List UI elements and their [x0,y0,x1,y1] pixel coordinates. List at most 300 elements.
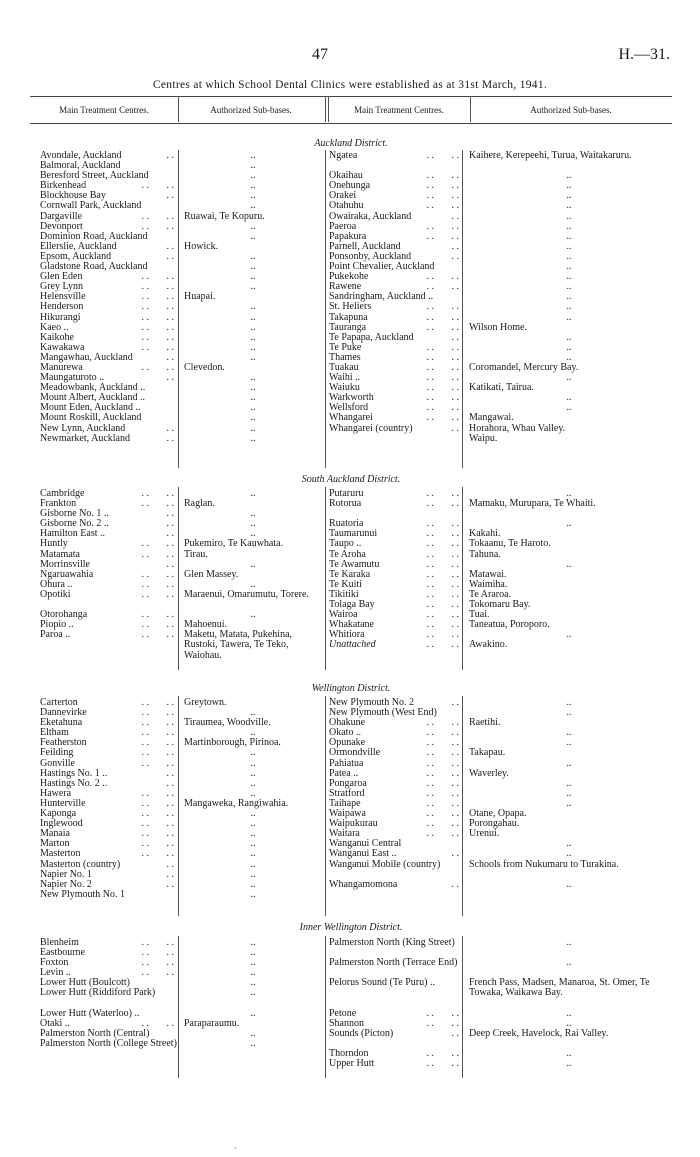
list-item: .. [566,301,572,313]
leader-dots: . . . . [426,579,459,590]
centre-name: Morrinsville [40,558,90,570]
wellington-main-left [40,698,174,900]
rule [325,696,326,916]
centre-name: Waihi .. [329,372,361,384]
list-item: French Pass, Madsen, Manaroa, St. Omer, Te Towaka, Waikawa Bay. [469,977,650,999]
leader-dots: . . . . [141,698,174,708]
centre-name: Shannon [329,1017,364,1029]
centre-name: Parnell, Auckland [329,240,401,252]
list-item: Horahora, Whau Valley. [469,422,566,434]
wellington-sub-left [184,698,322,900]
leader-dots: . . . . [426,788,459,799]
leader-dots: . . . . [426,151,459,161]
centre-name: Grey Lynn [40,281,84,293]
wellington-sub-right [469,698,669,890]
centre-name: Huntly [40,538,68,550]
leader-dots: . . . . [426,302,459,313]
centre-name: Dannevirke [40,707,87,719]
leader-dots: . . . . [141,788,174,799]
centre-name: Lower Hutt (Riddiford Park) [40,987,156,999]
list-item: .. [566,838,572,850]
centre-name: New Plymouth (West End) [329,707,437,719]
list-item: .. [566,190,572,202]
centre-name: Warkworth [329,392,374,404]
leader-dots: . . . . [426,718,459,729]
centre-name: Te Aroha [329,548,366,560]
centre-name: Onehunga [329,180,371,192]
centre-name: Kaponga [40,808,77,820]
centre-name: Ormondville [329,747,381,759]
list-item: Wilson Home. [469,321,527,333]
list-item: Deep Creek, Havelock, Rai Valley. [469,1027,609,1039]
leader-dots: . . . . [141,499,174,510]
list-item: .. [566,878,572,890]
leader-dots: . . . . [426,829,459,840]
centre-name: Pahiatua [329,757,364,769]
leader-dots: . . . . [426,819,459,830]
centre-name: Manurewa [40,361,83,373]
centre-name: Paroa .. [40,629,71,641]
list-item: .. [250,382,256,394]
leader-dots: . . . . [426,272,459,283]
list-item: .. [250,838,256,850]
centre-name: Ngatea [329,150,358,161]
centre-name: Wanganui East .. [329,848,397,860]
list-item: .. [250,767,256,779]
leader-dots: . . . . [426,738,459,749]
centre-name: Thorndon [329,1048,369,1060]
leader-dots: . . [166,241,174,252]
list-item: .. [250,578,256,590]
south-auckland-sub-left [184,489,322,661]
leader-dots: . . [451,698,459,708]
centre-name: Te Karaka [329,568,371,580]
south-auckland-main-left [40,489,174,640]
auckland-main-right [329,151,459,434]
leader-dots: . . . . [426,171,459,182]
centre-name: Tikitiki [329,588,359,600]
list-item: .. [250,518,256,530]
centre-name: Matamata [40,548,80,560]
centre-name: Gladstone Road, Auckland [40,261,148,273]
centre-name: Newmarket, Auckland [40,432,130,444]
leader-dots: . . . . [426,312,459,323]
centre-name: Taihape [329,797,361,809]
list-item: Kakahi. [469,528,501,540]
leader-dots: . . . . [426,393,459,404]
auckland-sub-left [184,151,322,444]
leader-dots: . . . . [141,322,174,333]
centre-name: Kaikohe [40,331,74,343]
centre-name: Ruatoria [329,518,364,530]
centre-name: Te Papapa, Auckland [329,331,414,343]
centre-name: Sounds (Picton) [329,1027,394,1039]
list-item: .. [250,707,256,719]
list-item: .. [250,967,256,979]
leader-dots: . . . . [141,758,174,769]
column-header-main-left: Main Treatment Centres. [59,105,149,115]
rule [178,487,179,670]
list-item: .. [566,351,572,363]
list-item: .. [250,757,256,769]
centre-name: Point Chevalier, Auckland [329,261,435,273]
rule [462,696,463,916]
list-item: Mamaku, Murupara, Te Whaiti. [469,498,596,510]
list-item: Taneatua, Poroporo. [469,619,550,631]
leader-dots: . . . . [141,489,174,499]
leader-dots: . . . . [426,191,459,202]
list-item [329,988,459,998]
list-item: .. [566,787,572,799]
leader-dots: . . . . [426,640,459,651]
leader-dots: . . . . [426,778,459,789]
leader-dots: . . . . [426,559,459,570]
centre-name: Mount Albert, Auckland .. [40,392,145,404]
list-item: .. [250,957,256,969]
list-item [329,151,459,161]
centre-name: Hastings No. 2 .. [40,777,108,789]
list-item: Tokaanu, Te Haroto. [469,538,551,550]
leader-dots: . . . . [141,282,174,293]
list-item [329,640,459,650]
list-item: .. [250,150,256,161]
list-item: .. [250,947,256,959]
list-item: .. [250,987,256,999]
centre-name: Devonport [40,220,83,232]
leader-dots: . . . . [141,728,174,739]
leader-dots: . . . . [141,829,174,840]
list-item: .. [566,757,572,769]
centre-name: Whangarei (country) [329,422,413,434]
south-auckland-sub-right [469,489,669,651]
leader-dots: . . . . [426,342,459,353]
centre-name: Lower Hutt (Boulcott) [40,977,130,989]
leader-dots: . . . . [426,798,459,809]
inner-wellington-main-right [329,938,459,1069]
centre-name: Ellerslie, Auckland [40,240,117,252]
centre-name: Dargaville [40,210,83,222]
list-item: Tiraumea, Woodville. [184,717,271,729]
list-item: .. [566,937,572,948]
rule [325,487,326,670]
centre-name: Opotiki [40,588,71,600]
centre-name: Hikurangi [40,311,81,323]
centre-name: Unattached [329,639,376,651]
list-item: .. [566,558,572,570]
list-item: .. [250,261,256,273]
list-item: Mangawai. [469,412,514,424]
centre-name: Pongaroa [329,777,367,789]
column-header-main-right: Main Treatment Centres. [354,105,444,115]
centre-name: Otorohanga [40,609,88,621]
leader-dots: . . [166,859,174,870]
list-item: .. [566,200,572,212]
list-item: Glen Massey. [184,568,239,580]
leader-dots: . . . . [426,748,459,759]
list-item: .. [566,261,572,273]
leader-dots: . . . . [426,630,459,641]
leader-dots: . . [451,211,459,222]
list-item: .. [566,1058,572,1070]
leader-dots: . . . . [426,201,459,212]
list-item: Mangaweka, Rangiwahia. [184,797,289,809]
list-item: .. [566,1007,572,1019]
centre-name: Te Kuiti [329,578,362,590]
centre-name: Marton [40,838,70,850]
list-item: Tuai. [469,609,490,621]
list-item [40,434,174,444]
list-item: .. [250,868,256,880]
list-item: Paraparaumu. [184,1017,240,1029]
leader-dots: . . [166,768,174,779]
centre-name: New Plymouth No. 2 [329,697,414,708]
centre-name: Stratford [329,787,365,799]
list-item: .. [250,1037,256,1049]
centre-name: Napier No. 1 [40,868,92,880]
leader-dots: . . . . [426,589,459,600]
list-item: Clevedon. [184,361,225,373]
list-item [329,978,459,988]
rule [178,696,179,916]
list-item: Coromandel, Mercury Bay. [469,361,579,373]
list-item: Katikati, Tairua. [469,382,534,394]
rule [462,936,463,1078]
leader-dots: . . . . [141,302,174,313]
centre-name: Waiuku [329,382,360,394]
leader-dots: . . [166,433,174,444]
list-item: .. [566,402,572,414]
leader-dots: . . . . [426,569,459,580]
leader-dots: . . . . [141,630,174,641]
list-item: Otane, Opapa. [469,808,527,820]
leader-dots: . . . . [141,211,174,222]
leader-dots: . . . . [426,610,459,621]
centre-name: Cambridge [40,488,85,499]
district-heading-wellington: Wellington District. [311,683,391,694]
leader-dots: . . . . [426,499,459,510]
leader-dots: . . . . [141,312,174,323]
rule [178,150,179,468]
centre-name: Cornwall Park, Auckland [40,200,142,212]
leader-dots: . . . . [141,539,174,550]
list-item: Tokomaru Bay. [469,599,531,611]
list-item: .. [250,558,256,570]
list-item: .. [250,858,256,870]
table-title: Centres at which School Dental Clinics were established as at 31st March, 1941. [152,79,548,91]
list-item: .. [250,488,256,499]
centre-name: Kaeo .. [40,321,69,333]
list-item: .. [566,341,572,353]
leader-dots: . . . . [141,839,174,850]
leader-dots: . . . . [141,718,174,729]
leader-dots: . . [451,251,459,262]
list-item: .. [566,271,572,283]
list-item: .. [250,351,256,363]
centre-name: Wairoa [329,609,358,621]
inner-wellington-sub-right [469,938,669,1069]
centre-name: Palmerston North (Central) [40,1027,150,1039]
list-item: .. [566,180,572,192]
list-item: .. [566,372,572,384]
list-item: .. [566,210,572,222]
list-item [329,880,459,890]
leader-dots: . . . . [141,849,174,860]
list-item: .. [250,220,256,232]
list-item: .. [250,787,256,799]
list-item: .. [566,737,572,749]
column-header-sub-left: Authorized Sub-bases. [210,105,292,115]
leader-dots: . . . . [426,519,459,530]
centre-name: Avondale, Auckland [40,150,122,161]
rule [470,96,471,122]
list-item: Urenui. [469,828,500,840]
rule [462,150,463,468]
rule [328,96,329,122]
list-item [40,590,174,600]
centre-name: Epsom, Auckland [40,250,112,262]
centre-name: Gisborne No. 1 .. [40,508,109,520]
leader-dots: . . . . [426,282,459,293]
centre-name: Piopio .. [40,619,74,631]
list-item: Howick. [184,240,219,252]
centre-name: Maungaturoto .. [40,372,105,384]
centre-name: Okato .. [329,727,361,739]
centre-name: Whakatane [329,619,374,631]
list-item: Ruawai, Te Kopuru. [184,210,265,222]
leader-dots: . . . . [141,708,174,719]
leader-dots: . . . . [141,748,174,759]
centre-name: Ngaruawahia [40,568,94,580]
list-item [40,1037,177,1059]
leader-dots: . . [166,778,174,789]
rule [325,150,326,468]
centre-name: Manaia [40,828,70,840]
list-item: .. [250,848,256,860]
centre-name: Masterton [40,848,81,860]
leader-dots: . . . . [141,968,174,979]
centre-name: Hunterville [40,797,86,809]
centre-name: Okaihau [329,170,363,182]
centre-name: Dominion Road, Auckland [40,230,148,242]
centre-name: Tolaga Bay [329,599,375,611]
leader-dots: . . . . [141,798,174,809]
list-item: Tahuna. [469,548,501,560]
list-item: Greytown. [184,697,227,708]
list-item: .. [566,1048,572,1060]
centre-name: Palmerston North (College Street) [40,1037,177,1049]
centre-name: Birkenhead [40,180,87,192]
centre-name: New Plymouth No. 1 [40,888,125,900]
leader-dots: . . . . [141,342,174,353]
leader-dots: . . [166,423,174,434]
list-item: .. [250,412,256,424]
centre-name: Meadowbank, Auckland .. [40,382,146,394]
list-item: .. [566,777,572,789]
centre-name: Pukekohe [329,271,369,283]
leader-dots: . . [451,879,459,890]
list-item: .. [566,848,572,860]
list-item: .. [566,240,572,252]
centre-name: Eltham [40,727,69,739]
centre-name: Hastings No. 1 .. [40,767,108,779]
leader-dots: . . . . [426,620,459,631]
leader-dots: . . . . [426,1018,459,1029]
list-item [329,958,459,978]
leader-dots: . . . . [141,819,174,830]
list-item: .. [250,311,256,323]
list-item: .. [250,200,256,212]
list-item: Maketu, Matata, Pukehina, Rustoki, Tawera, Te Teko, Waiohau. [184,629,293,661]
list-item: .. [250,372,256,384]
leader-dots: . . . . [426,758,459,769]
centre-name: Feilding [40,747,74,759]
leader-dots: . . . . [426,181,459,192]
list-item: .. [566,697,572,708]
centre-name: Waipawa [329,808,366,820]
centre-name: Ohura .. [40,578,73,590]
list-item: .. [250,818,256,830]
centre-name: Whangamomona [329,878,398,890]
leader-dots: . . [166,352,174,363]
list-item: .. [566,291,572,303]
centre-name: Tauranga [329,321,367,333]
leader-dots: . . [451,332,459,343]
list-item: .. [250,888,256,900]
leader-dots: . . . . [426,728,459,739]
centre-name: Te Awamutu [329,558,380,570]
list-item: .. [566,707,572,719]
centre-name: Papakura [329,230,367,242]
leader-dots: . . . . [141,181,174,192]
list-item: Waverley. [469,767,509,779]
leader-dots: . . . . [141,738,174,749]
leader-dots: . . [166,373,174,384]
centre-name: Kawakawa [40,341,85,353]
list-item: .. [250,250,256,262]
list-item: Pukemiro, Te Kauwhata. [184,538,284,550]
leader-dots: . . [451,849,459,860]
leader-dots: . . . . [141,589,174,600]
centre-name: St. Heliers [329,301,372,313]
leader-dots: . . [166,869,174,880]
centre-name: Wanganui Central [329,838,402,850]
leader-dots: . . . . [426,809,459,820]
leader-dots: . . . . [141,938,174,948]
list-item: .. [250,341,256,353]
leader-dots: . . . . [426,549,459,560]
leader-dots: . . . . [141,579,174,590]
leader-dots: . . [166,879,174,890]
centre-name: Upper Hutt [329,1058,375,1070]
list-item: .. [250,937,256,948]
leader-dots: . . . . [141,620,174,631]
list-item [329,849,459,859]
list-item [40,302,174,312]
centre-name: Sandringham, Auckland .. [329,291,434,303]
leader-dots: . . . . [141,272,174,283]
list-item: .. [250,828,256,840]
list-item: .. [566,518,572,530]
list-item: .. [566,220,572,232]
list-item: .. [250,230,256,242]
centre-name: Lower Hutt (Waterloo) .. [40,1007,140,1019]
list-item: Tirau. [184,548,208,560]
list-item: .. [250,321,256,333]
centre-name: Paeroa [329,220,357,232]
centre-name: Ohakune [329,717,366,729]
centre-name: Glen Eden [40,271,83,283]
centre-name: Carterton [40,697,78,708]
